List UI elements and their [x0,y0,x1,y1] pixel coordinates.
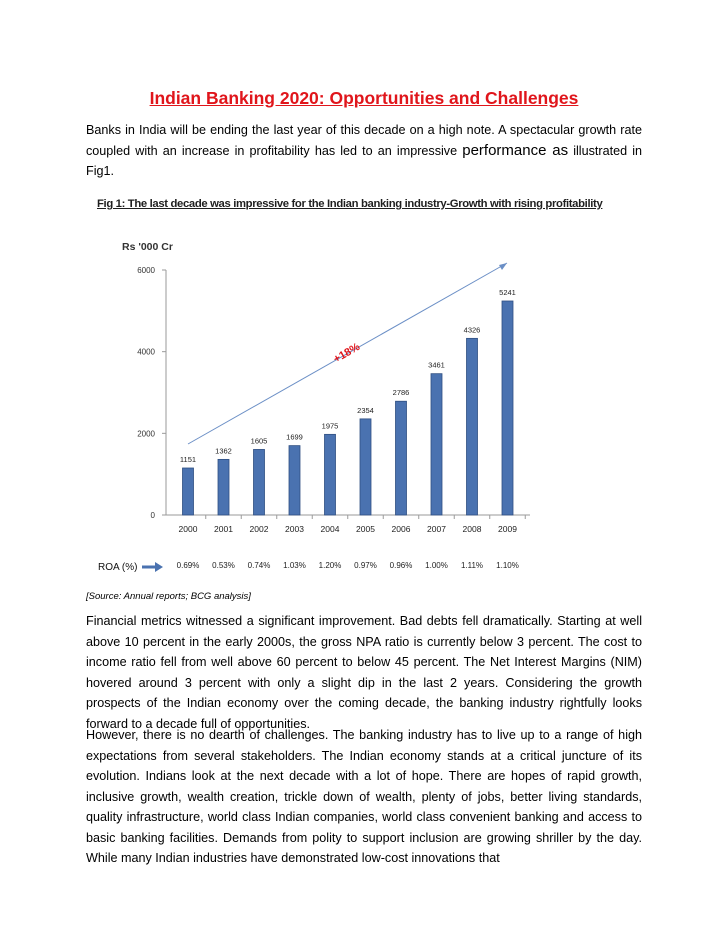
bar [502,301,513,515]
bar [183,468,194,515]
bar [325,434,336,515]
bar-value-label: 1151 [179,455,197,465]
roa-value: 1.11% [460,561,484,570]
paragraph-challenges: However, there is no dearth of challenges. The banking industry has to live up to a range of high expectations from several stakeholders. The Indian economy stands at a critical juncture of its evolution. Indians look at the next decade with a lot of hope. There are hopes of rapid growth, inclusive growth, wealth creation, trickle down of wealth, plenty of jobs, better living standards, quality infrastructure, world class Indian companies, world class convenient banking and access to basic banking facilities. Demands from polity to support inclusion are growing shriller by the day. While many Indian industries have demonstrated low-cost innovations that [86,728,642,865]
document-title: Indian Banking 2020: Opportunities and Challenges [149,88,579,108]
roa-arrow-icon [155,562,163,572]
bar-value-label: 5241 [499,287,516,297]
bar-value-label: 1605 [250,436,268,446]
roa-value: 1.20% [318,561,342,570]
intro-main-text: Banks in India will be ending the last year of this decade on a high note. A spectacular growth rate coupled with an increase in profitability has led to an impressive [86,123,642,158]
roa-value: 1.10% [496,561,519,570]
x-tick-label: 2002 [249,524,269,534]
figure-title: Fig 1: The last decade was impressive for the Indian banking industry-Growth with rising profitability [97,198,603,210]
bar-value-label: 2354 [357,405,374,415]
bar-value-label: 3461 [428,360,445,370]
bar-value-label: 4326 [463,325,481,335]
bars-group [179,288,526,534]
x-tick-label: 2003 [285,524,304,534]
y-tick-label: 6000 [137,266,155,275]
roa-value: 0.74% [247,561,271,570]
roa-value: 0.53% [212,561,235,570]
x-tick-label: 2006 [391,524,411,534]
x-tick-label: 2005 [356,524,375,534]
bar [360,419,371,515]
bar [254,449,265,515]
bar-value-label: 1699 [286,432,303,442]
x-tick-label: 2007 [427,524,446,534]
intro-emphasis-text: performance as [462,141,569,159]
bar-value-label: 1362 [215,446,232,456]
roa-value: 1.03% [283,561,306,570]
trend-arrowhead-icon [499,263,507,270]
y-tick-label: 4000 [137,347,155,357]
roa-row [177,561,519,570]
paragraph-financial-metrics: Financial metrics witnessed a significant improvement. Bad debts fell dramatically. Starting at well above 10 percent in the early 2000s, the gross NPA ratio is currently below 3 percent. The cost to income ratio fell from well above 60 percent to below 45 percent. The Net Interest Margins (NIM) hovered around 3 percent with only a slight dip in the last 2 years. Considering the growth prospects of the Indian economy over the coming decade, the banking industry rightfully looks forward to a decade full of opportunities. [86,614,642,731]
y-tick-label: 2000 [137,429,155,439]
roa-label: ROA (%) [98,562,138,573]
bar-value-label: 2786 [392,388,410,398]
bar-value-label: 1975 [321,421,339,431]
bar [431,374,442,515]
growth-rate-label: +18% [331,340,363,366]
bar [218,459,229,515]
y-tick-label: 0 [150,511,155,520]
bar [289,446,300,515]
roa-value: 0.96% [389,561,413,570]
y-ticks [137,266,166,520]
y-axis-label: Rs '000 Cr [122,241,173,253]
bar-chart [0,215,728,595]
roa-value: 0.97% [354,561,377,570]
intro-paragraph [86,120,642,182]
roa-value: 1.00% [425,561,448,570]
x-tick-label: 2004 [320,524,340,534]
bar [467,338,478,515]
source-note: [Source: Annual reports; BCG analysis] [86,591,251,602]
intro-end-text: illustrated in Fig1. [86,143,643,178]
roa-value: 0.69% [176,561,200,570]
x-tick-label: 2001 [214,524,233,534]
x-tick-label: 2000 [178,524,198,534]
x-tick-label: 2008 [462,524,482,534]
bar [396,401,407,515]
x-tick-label: 2009 [498,524,517,534]
